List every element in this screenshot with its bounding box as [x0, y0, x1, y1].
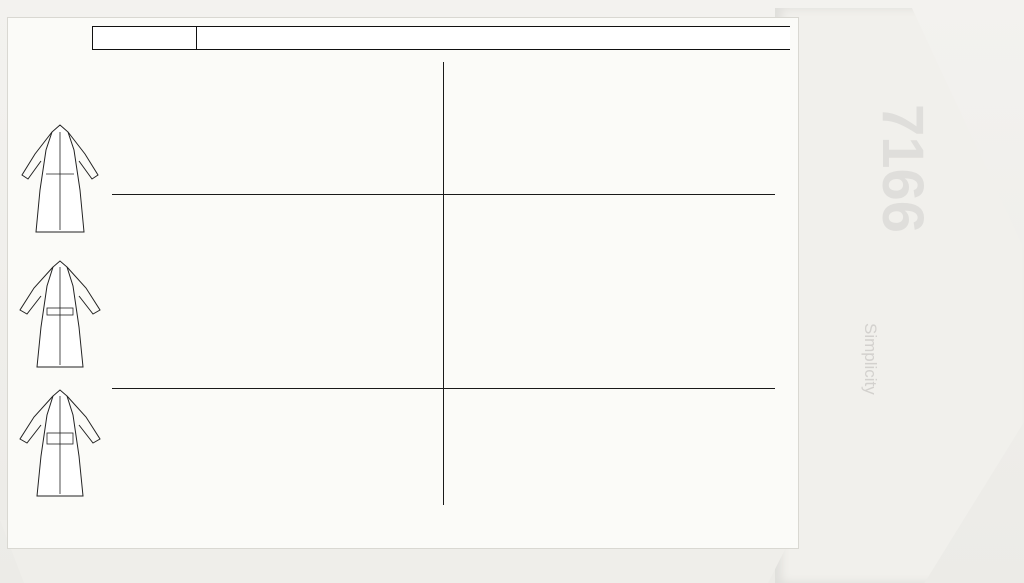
english-mid-divider [112, 388, 443, 389]
view-2-dress-figure [10, 255, 110, 375]
french-header-divider [444, 194, 775, 195]
faded-pattern-number-watermark: 7166 [870, 103, 936, 234]
french-mid-divider [444, 388, 775, 389]
faded-simplicity-stamp: Simplicity [861, 323, 880, 395]
view-1-dress-figure [10, 120, 110, 240]
view-3-dress-figure [10, 384, 110, 504]
english-header-divider [112, 194, 443, 195]
column-divider [443, 62, 444, 505]
quick-measure-label [92, 26, 197, 50]
